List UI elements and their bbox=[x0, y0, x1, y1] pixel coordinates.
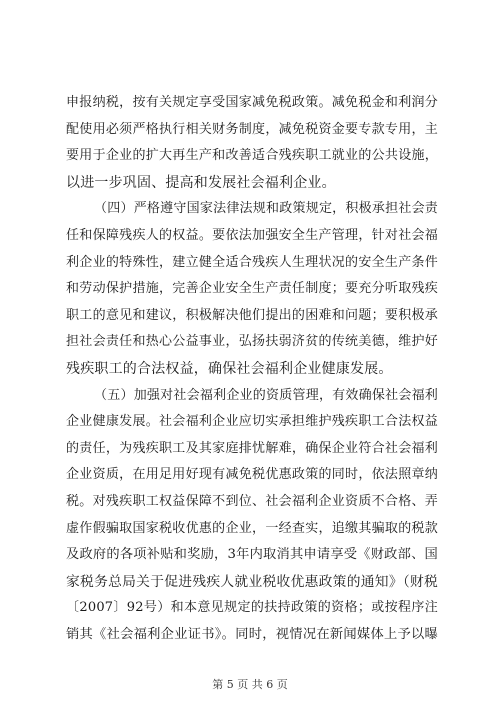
text-line: 申报纳税，按有关规定享受国家减免税政策。减免税金和利润分 bbox=[66, 95, 438, 110]
page-number-footer: 第 5 页 共 6 页 bbox=[212, 678, 288, 691]
text-line: 担社会责任和热心公益事业，弘扬扶弱济贫的传统美德，维护好 bbox=[66, 334, 438, 350]
text-line: 利企业的特殊性，建立健全适合残疾人生理状况的安全生产条件 bbox=[66, 254, 438, 270]
text-line: 残疾职工的合法权益，确保社会福利企业健康发展。 bbox=[66, 360, 393, 377]
text-line: 配使用必须严格执行相关财务制度，减免税资金要专款专用，主 bbox=[66, 121, 438, 137]
text-line: 和劳动保护措施，完善企业安全生产责任制度；要充分听取残疾 bbox=[66, 281, 438, 297]
text-line: 税。对残疾职工权益保障不到位、社会福利企业资质不合格、弄 bbox=[66, 493, 438, 509]
text-line: （五）加强对社会福利企业的资质管理，有效确保社会福利 bbox=[94, 387, 438, 403]
text-line: 〔2007〕92号）和本意见规定的扶持政策的资格；或按程序注 bbox=[66, 600, 438, 616]
text-line: 企业资质，在用足用好现有减免税优惠政策的同时，依法照章纳 bbox=[66, 467, 438, 483]
text-line: 虚作假骗取国家税收优惠的企业，一经查实，追缴其骗取的税款 bbox=[66, 520, 438, 536]
text-line: 要用于企业的扩大再生产和改善适合残疾职工就业的公共设施， bbox=[66, 148, 438, 164]
text-line: 及政府的各项补贴和奖励，3年内取消其申请享受《财政部、国 bbox=[66, 547, 438, 563]
text-line: 企业健康发展。社会福利企业应切实承担维护残疾职工合法权益 bbox=[66, 414, 438, 430]
text-line: 的责任，为残疾职工及其家庭排忧解难，确保企业符合社会福利 bbox=[66, 440, 438, 456]
text-line: 销其《社会福利企业证书》。同时，视情况在新闻媒体上予以曝 bbox=[66, 626, 438, 642]
text-line: 以进一步巩固、提高和发展社会福利企业。 bbox=[66, 174, 336, 191]
text-line: （四）严格遵守国家法律法规和政策规定，积极承担社会责 bbox=[94, 201, 438, 217]
body-text bbox=[66, 90, 438, 648]
text-line: 任和保障残疾人的权益。要依法加强安全生产管理，针对社会福 bbox=[66, 227, 438, 243]
text-line: 职工的意见和建议，积极解决他们提出的困难和问题；要积极承 bbox=[66, 307, 438, 323]
text-line: 家税务总局关于促进残疾人就业税收优惠政策的通知》（财税 bbox=[66, 573, 438, 590]
